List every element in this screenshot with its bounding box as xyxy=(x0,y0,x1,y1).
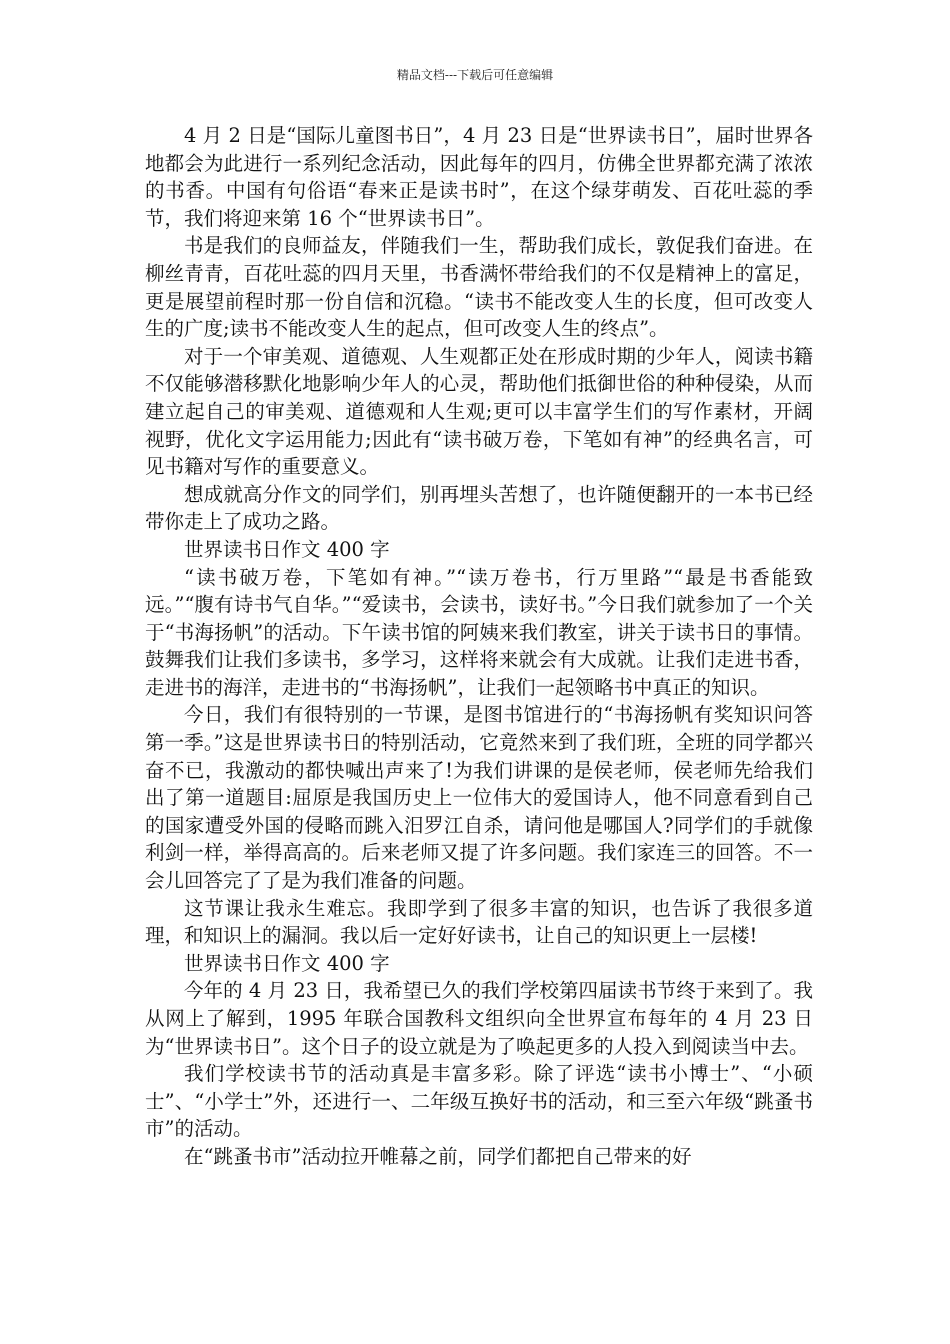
paragraph: 今日，我们有很特别的一节课，是图书馆进行的“书海扬帆有奖知识问答第一季。”这是世界读书日的特别活动，它竟然来到了我们班，全班的同学都兴奋不已，我激动的都快喊出声来了!为我们讲课的是侯老师，侯老师先给我们出了第一道题目:屈原是我国历史上一位伟大的爱国诗人，他不同意看到自己的国家遭受外国的侵略而跳入汨罗江自杀，请问他是哪国人?同学们的手就像利剑一样，举得高高的。后来老师又提了许多问题。我们家连三的回答。不一会儿回答完了了是为我们准备的问题。 xyxy=(145,703,813,893)
paragraph: 这节课让我永生难忘。我即学到了很多丰富的知识，也告诉了我很多道理，和知识上的漏洞。我以后一定好好读书，让自己的知识更上一层楼! xyxy=(145,896,813,948)
paragraph: 对于一个审美观、道德观、人生观都正处在形成时期的少年人，阅读书籍不仅能够潜移默化地影响少年人的心灵，帮助他们抵御世俗的种种侵染，从而建立起自己的审美观、道德观和人生观;更可以丰富学生们的写作素材，开阔视野，优化文字运用能力;因此有“读书破万卷，下笔如有神”的经典名言，可见书籍对写作的重要意义。 xyxy=(145,344,813,479)
paragraph: 在“跳蚤书市”活动拉开帷幕之前，同学们都把自己带来的好 xyxy=(184,1144,692,1168)
page-header: 精品文档---下载后可任意编辑 xyxy=(396,68,554,82)
document-body xyxy=(145,122,813,1171)
paragraph: 我们学校读书节的活动真是丰富多彩。除了评选“读书小博士”、“小硕士”、“小学士”外，还进行一、二年级互换好书的活动，和三至六年级“跳蚤书市”的活动。 xyxy=(145,1062,813,1141)
paragraph: 想成就高分作文的同学们，别再埋头苦想了，也许随便翻开的一本书已经带你走上了成功之路。 xyxy=(145,482,813,534)
paragraph: 书是我们的良师益友，伴随我们一生，帮助我们成长，敦促我们奋进。在柳丝青青，百花吐蕊的四月天里，书香满怀带给我们的不仅是精神上的富足，更是展望前程时那一份自信和沉稳。“读书不能改变人生的长度，但可改变人生的广度;读书不能改变人生的起点，但可改变人生的终点”。 xyxy=(145,234,813,341)
section-heading: 世界读书日作文 400 字 xyxy=(184,537,390,561)
paragraph: 今年的 4 月 23 日，我希望已久的我们学校第四届读书节终于来到了。我从网上了解到，1995 年联合国教科文组织向全世界宣布每年的 4 月 23 日为“世界读书日”。这个日子的设立就是为了唤起更多的人投入到阅读当中去。 xyxy=(145,979,813,1058)
section-heading: 世界读书日作文 400 字 xyxy=(184,951,390,975)
paragraph: 4 月 2 日是“国际儿童图书日”，4 月 23 日是“世界读书日”，届时世界各地都会为此进行一系列纪念活动，因此每年的四月，仿佛全世界都充满了浓浓的书香。中国有句俗语“春来正是读书时”，在这个绿芽萌发、百花吐蕊的季节，我们将迎来第 16 个“世界读书日”。 xyxy=(145,124,813,230)
paragraph: “读书破万卷，下笔如有神。”“读万卷书，行万里路”“最是书香能致远。”“腹有诗书气自华。”“爱读书，会读书，读好书。”今日我们就参加了一个关于“书海扬帆”的活动。下午读书馆的阿姨来我们教室，讲关于读书日的事情。鼓舞我们让我们多读书，多学习，这样将来就会有大成就。让我们走进书香，走进书的海洋，走进书的“书海扬帆”，让我们一起领略书中真正的知识。 xyxy=(145,565,813,699)
